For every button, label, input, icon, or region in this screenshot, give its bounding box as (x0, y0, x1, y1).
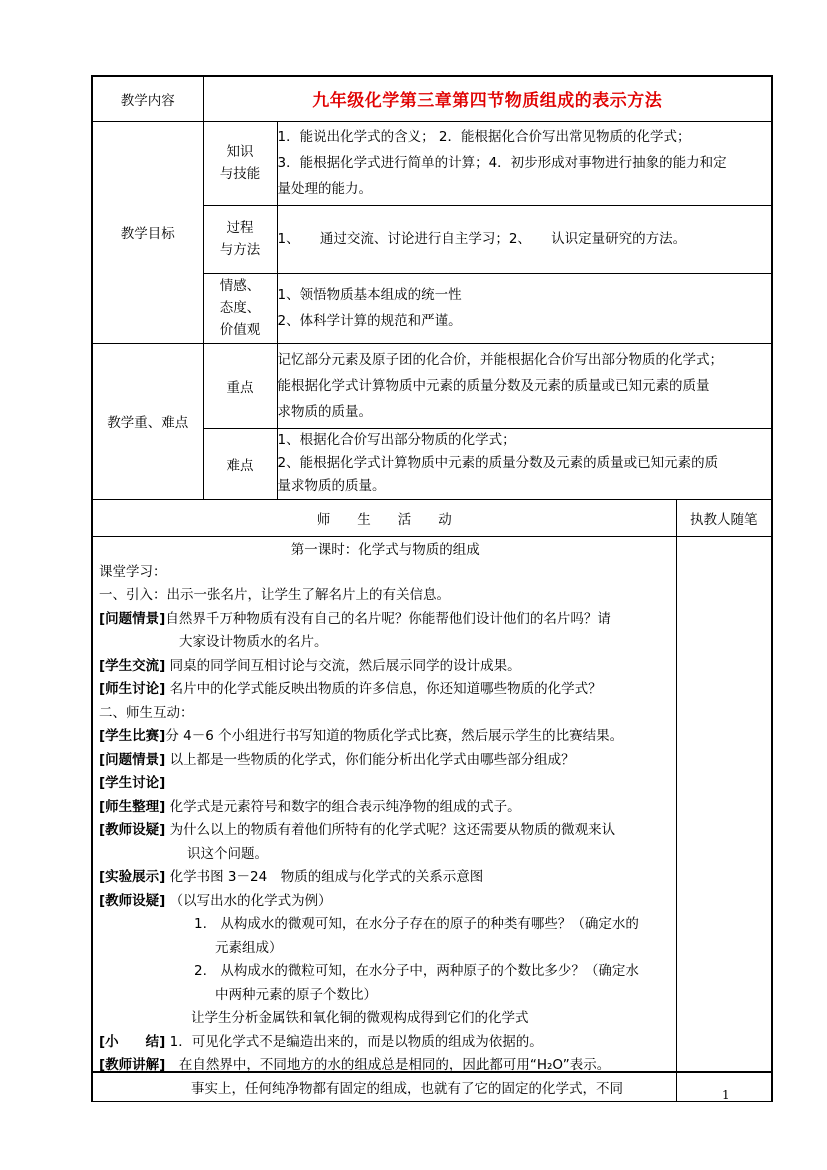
keypoint-category-focus: 重点 (203, 343, 277, 428)
lesson-plan-table (91, 75, 773, 1102)
objective-category-knowledge: 知识 与技能 (203, 121, 277, 205)
lesson-title: 第一课时：化学式与物质的组成 (290, 541, 480, 558)
objective-text-process: 1、 通过交流、讨论进行自主学习；2、 认识定量研究的方法。 (277, 205, 772, 273)
activity-body-row (92, 536, 772, 1102)
activity-header-row (92, 499, 772, 536)
notes-header: 执教人随笔 (676, 499, 772, 536)
table-bottom-rule (91, 1071, 772, 1073)
keypoint-text-difficulty: 1、根据化合价写出部分物质的化学式； 2、能根据化学式计算物质中元素的质量分数及元素的质量或已知元素的质 量求物质的质量。 (277, 428, 772, 499)
content-label: 教学内容 (92, 76, 203, 121)
title-row (92, 76, 772, 121)
keypoints-label: 教学重、难点 (92, 343, 203, 499)
objective-category-attitude: 情感、 态度、 价值观 (203, 273, 277, 343)
activity-header: 师 生 活 动 (92, 499, 676, 536)
notes-column (676, 536, 772, 1102)
objective-text-attitude: 1、领悟物质基本组成的统一性 2、体科学计算的规范和严谨。 (277, 273, 772, 343)
objective-row-knowledge (92, 121, 772, 205)
keypoint-row-focus (92, 343, 772, 428)
page-number: 1 (722, 1088, 730, 1102)
page-title: 九年级化学第三章第四节物质组成的表示方法 (203, 76, 772, 121)
objectives-label: 教学目标 (92, 121, 203, 343)
objective-category-process: 过程 与方法 (203, 205, 277, 273)
objective-text-knowledge: 1．能说出化学式的含义； 2．能根据化合价写出常见物质的化学式； 3．能根据化学式进行简单的计算；4．初步形成对事物进行抽象的能力和定 量处理的能力。 (277, 121, 772, 205)
keypoint-text-focus: 记忆部分元素及原子团的化合价，并能根据化合价写出部分物质的化学式； 能根据化学式计算物质中元素的质量分数及元素的质量或已知元素的质量 求物质的质量。 (277, 343, 772, 428)
activity-body: 第一课时：化学式与物质的组成 课堂学习： 一、引入：出示一张名片，让学生了解名片上的有关信息。 [问题情景]自然界千万种物质有没有自己的名片呢？你能帮他们设计他们的名片吗？请 大家设计物质水的名片。 [学生交流] 同桌的同学间互相讨论与交流，然后展示同学的设计成果。 [师生讨论] 名片中的化学式能反映出物质的许多信息，你还知道哪些物质的化学式？ 二、师生互动： [学生比赛]分 4－6 个小组进行书写知道的物质化学式比赛，然后展示学生的比赛结果。 [问题情景] 以上都是一些物质的化学式，你们能分析出化学式由哪些部分组成？ [学生讨论] [师生整理] 化学式是元素符号和数字的组合表示纯净物的组成的式子。 [教师设疑] 为什么以上的物质有着他们所特有的化学式呢？这还需要从物质的微观来认 识这个问题。 [实验展示] 化学书图 3－24 物质的组成与化学式的关系示意图 [教师设疑] （以写出水的化学式为例） 1. 从构成水的微观可知，在水分子存在的原子的种类有哪些？（确定水的 元素组成） 2. 从构成水的微粒可知，在水分子中，两种原子的个数比多少？（确定水 中两种元素的原子个数比） 让学生分析金属铁和氧化铜的微观构成得到它们的化学式 [小 结] 1．可见化学式不是编造出来的，而是以物质的组成为依据的。 [教师讲解] 在自然界中，不同地方的水的组成总是相同的，因此都可用“H₂O”表示。 事实上，任何纯净物都有固定的组成，也就有了它的固定的化学式，不同 (92, 536, 676, 1102)
keypoint-category-difficulty: 难点 (203, 428, 277, 499)
